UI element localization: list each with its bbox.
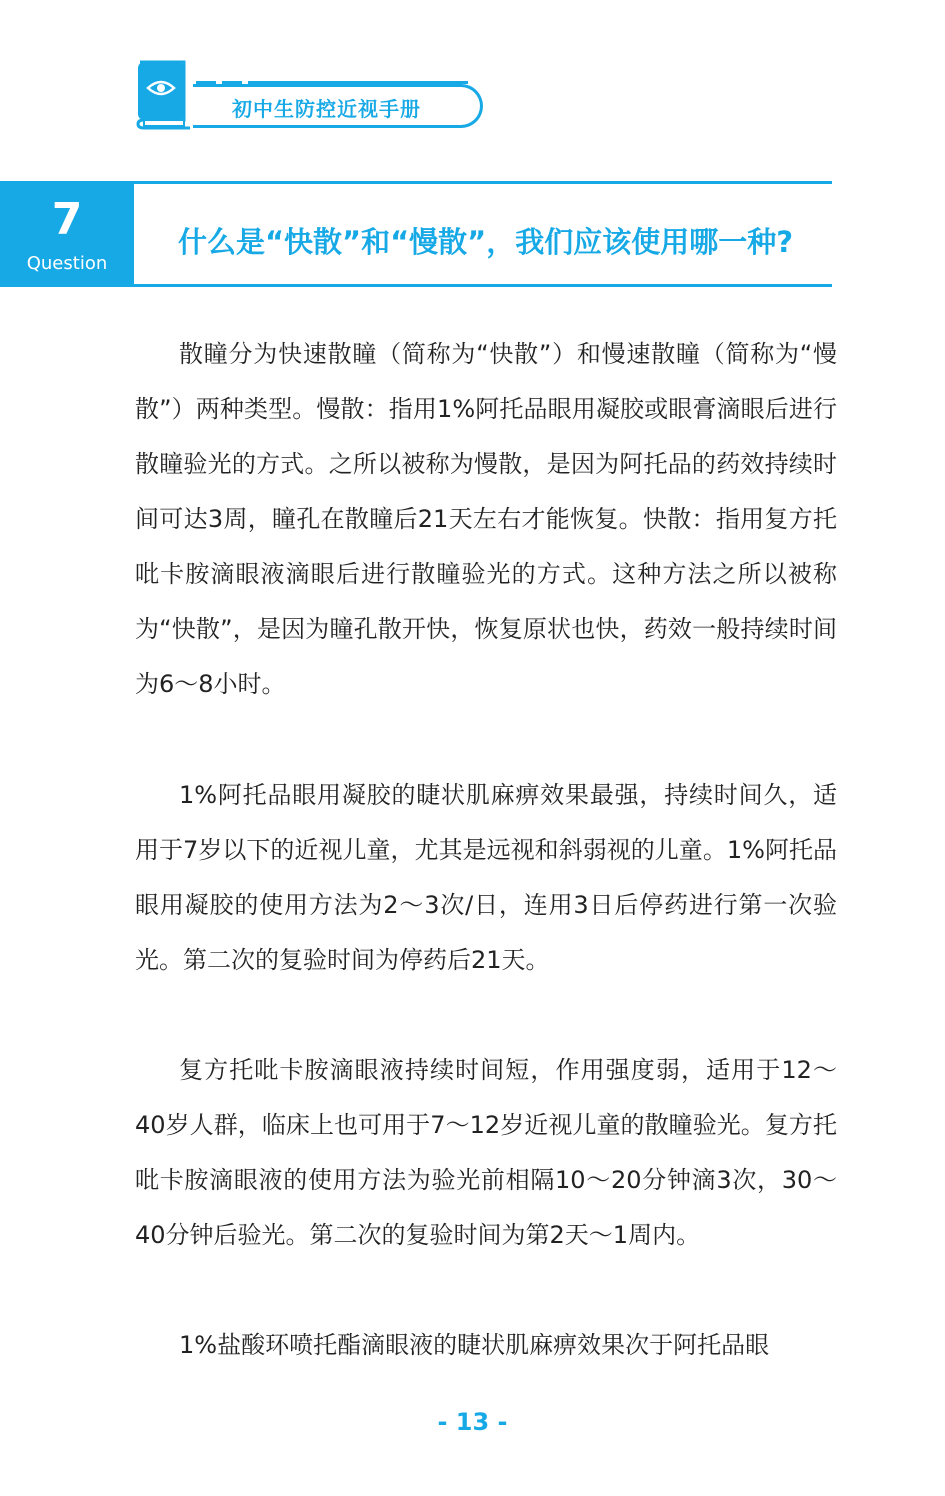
question-title: 什么是“快散”和“慢散”，我们应该使用哪一种?	[178, 225, 794, 259]
paragraph: 1%盐酸环喷托酯滴眼液的睫状肌麻痹效果次于阿托品眼	[179, 1331, 770, 1359]
paragraph: 1%阿托品眼用凝胶的睫状肌麻痹效果最强，持续时间久，适用于7岁以下的近视儿童，尤其是远视和斜弱视的儿童。1%阿托品眼用凝胶的使用方法为2～3次/日，连用3日后停药进行第一次验光。第二次的复验时间为停药后21天。	[135, 781, 837, 974]
paragraph: 复方托吡卡胺滴眼液持续时间短，作用强度弱，适用于12～40岁人群，临床上也可用于7～12岁近视儿童的散瞳验光。复方托吡卡胺滴眼液的使用方法为验光前相隔10～20分钟滴3次，30～40分钟后验光。第二次的复验时间为第2天～1周内。	[135, 1056, 837, 1249]
question-label: Question	[26, 253, 108, 274]
divider	[134, 181, 832, 184]
question-number-box	[0, 181, 134, 287]
handbook-badge	[134, 60, 190, 130]
page-number: - 13 -	[437, 1408, 508, 1436]
handbook-title: 初中生防控近视手册	[232, 97, 421, 121]
paragraph: 散瞳分为快速散瞳（简称为“快散”）和慢速散瞳（简称为“慢散”）两种类型。慢散：指用1%阿托品眼用凝胶或眼膏滴眼后进行散瞳验光的方式。之所以被称为慢散，是因为阿托品的药效持续时间可达3周，瞳孔在散瞳后21天左右才能恢复。快散：指用复方托吡卡胺滴眼液滴眼后进行散瞳验光的方式。这种方法之所以被称为“快散”，是因为瞳孔散开快，恢复原状也快，药效一般持续时间为6～8小时。	[135, 340, 837, 698]
question-number: 7	[51, 194, 83, 245]
divider	[134, 284, 832, 287]
eye-book-icon	[134, 60, 190, 130]
